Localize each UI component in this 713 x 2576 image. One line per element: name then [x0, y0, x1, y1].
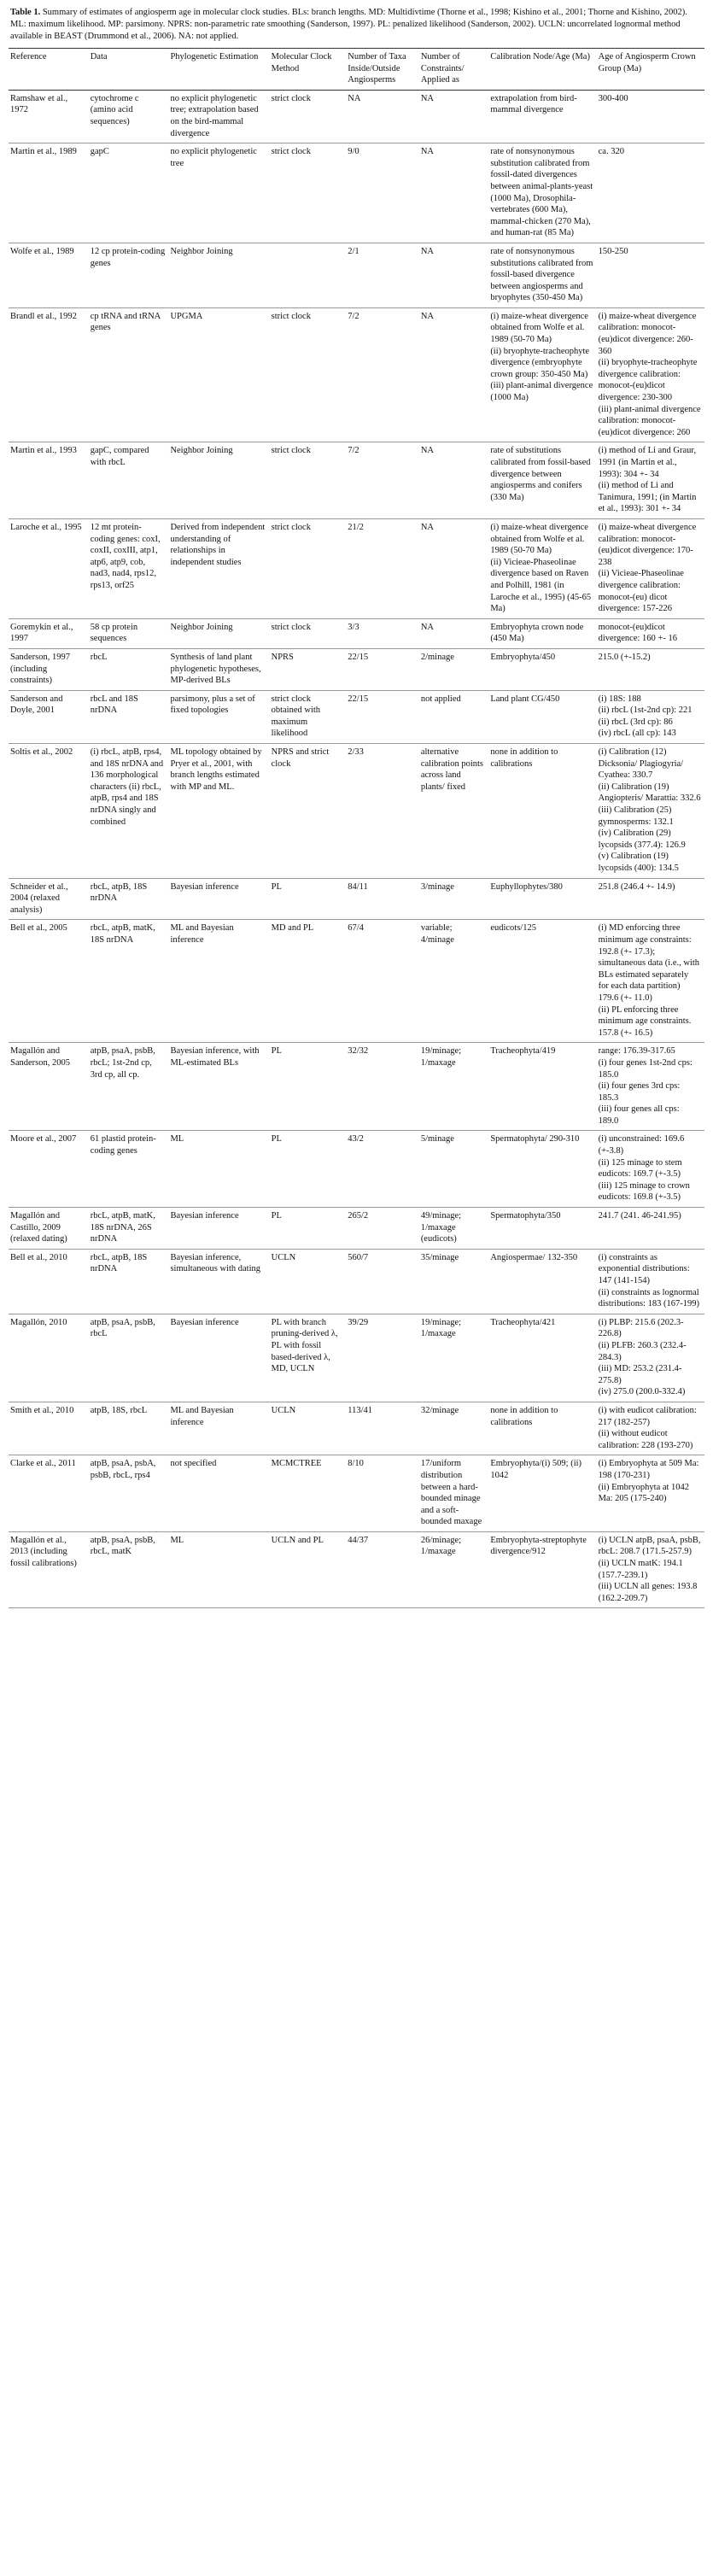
cell-angiosperm-age: [597, 1249, 704, 1314]
cell-calibration: [488, 690, 596, 743]
caption-label: Table 1.: [10, 8, 41, 17]
cell-angiosperm-age-line: (ii) PL enforcing three minimum age constraints. 157.8 (+- 16.5): [598, 1004, 692, 1038]
cell-angiosperm-age-line: (i) Calibration (12) Dicksonia/ Plagiogyria/ Cyathea: 330.7: [598, 747, 684, 781]
table-body: [9, 90, 704, 1608]
cell-data: 12 mt protein-coding genes: coxI, coxII, coxIII, atp1, atp6, atp9, cob, nad3, nad4, rps12, rps13, orf25: [89, 518, 169, 618]
cell-number-of-taxa: 22/15: [346, 690, 419, 743]
cell-angiosperm-age-line: (iv) 275.0 (200.0-332.4): [598, 1387, 686, 1397]
cell-reference: Wolfe et al., 1989: [9, 243, 89, 307]
cell-number-of-constraints: 2/minage: [419, 648, 489, 690]
cell-data: rbcL: [89, 648, 169, 690]
cell-phylogenetic-estimation: Neighbor Joining: [168, 442, 269, 519]
table-row: [9, 1208, 704, 1250]
table-row: [9, 143, 704, 243]
cell-angiosperm-age: [597, 1043, 704, 1131]
cell-calibration: [488, 307, 596, 442]
cell-angiosperm-age: [597, 143, 704, 243]
cell-angiosperm-age-line: (ii) 125 minage to stem eudicots: 169.7 (+-3.5): [598, 1157, 682, 1180]
cell-phylogenetic-estimation: Derived from independent understanding of relationships in independent studies: [168, 518, 269, 618]
cell-number-of-taxa: NA: [346, 90, 419, 143]
cell-clock-method: NPRS: [270, 648, 347, 690]
cell-calibration-line: Spermatophyta/ 290-310: [490, 1134, 580, 1145]
cell-reference: Bell et al., 2010: [9, 1249, 89, 1314]
cell-angiosperm-age-line: (ii) bryophyte-tracheophyte divergence calibration: monocot-(eu)dicot divergence: 230-300: [598, 358, 698, 403]
cell-number-of-constraints: 5/minage: [419, 1131, 489, 1208]
cell-reference: Laroche et al., 1995: [9, 518, 89, 618]
cell-angiosperm-age: [597, 518, 704, 618]
cell-angiosperm-age-line: (iii) MD: 253.2 (231.4-275.8): [598, 1364, 682, 1385]
cell-data: 61 plastid protein-coding genes: [89, 1131, 169, 1208]
cell-data: atpB, psaA, psbB, rbcL; 1st-2nd cp, 3rd cp, all cp.: [89, 1043, 169, 1131]
cell-phylogenetic-estimation: Neighbor Joining: [168, 618, 269, 648]
table-row: [9, 1402, 704, 1455]
cell-angiosperm-age-line: (ii) Embryophyta at 1042 Ma: 205 (175-240): [598, 1482, 690, 1504]
cell-reference: Magallón and Castillo, 2009 (relaxed dating): [9, 1208, 89, 1250]
cell-number-of-constraints: 35/minage: [419, 1249, 489, 1314]
cell-number-of-constraints: 17/uniform distribution between a hard-bounded minage and a soft-bounded maxage: [419, 1455, 489, 1532]
cell-clock-method: PL: [270, 1208, 347, 1250]
cell-number-of-constraints: NA: [419, 618, 489, 648]
cell-number-of-constraints: NA: [419, 243, 489, 307]
table-row: [9, 1131, 704, 1208]
cell-data: rbcL, atpB, matK, 18S nrDNA, 26S nrDNA: [89, 1208, 169, 1250]
cell-data: cp tRNA and tRNA genes: [89, 307, 169, 442]
cell-angiosperm-age: [597, 618, 704, 648]
cell-angiosperm-age: [597, 307, 704, 442]
cell-phylogenetic-estimation: ML and Bayesian inference: [168, 920, 269, 1043]
cell-angiosperm-age-line: (i) UCLN atpB, psaA, psbB, rbcL: 208.7 (171.5-257.9): [598, 1535, 701, 1557]
cell-calibration-line: Tracheophyta/419: [490, 1046, 556, 1057]
cell-number-of-taxa: 2/1: [346, 243, 419, 307]
cell-data: rbcL and 18S nrDNA: [89, 690, 169, 743]
cell-angiosperm-age-line: 215.0 (+-15.2): [598, 652, 651, 662]
table-row: [9, 878, 704, 920]
table-row: [9, 648, 704, 690]
cell-calibration: [488, 143, 596, 243]
table-row: [9, 690, 704, 743]
cell-phylogenetic-estimation: Neighbor Joining: [168, 243, 269, 307]
cell-reference: Sanderson and Doyle, 2001: [9, 690, 89, 743]
table-row: [9, 744, 704, 879]
cell-number-of-taxa: 560/7: [346, 1249, 419, 1314]
cell-number-of-taxa: 32/32: [346, 1043, 419, 1131]
cell-reference: Smith et al., 2010: [9, 1402, 89, 1455]
cell-calibration: [488, 648, 596, 690]
cell-calibration: [488, 1208, 596, 1250]
header-reference: Reference: [9, 49, 89, 91]
cell-angiosperm-age: [597, 442, 704, 519]
cell-reference: Martin et al., 1989: [9, 143, 89, 243]
cell-clock-method: NPRS and strict clock: [270, 744, 347, 879]
cell-phylogenetic-estimation: Bayesian inference, simultaneous with dating: [168, 1249, 269, 1314]
cell-calibration-line: (i) maize-wheat divergence obtained from Wolfe et al. 1989 (50-70 Ma): [490, 311, 588, 345]
header-calibration: Calibration Node/Age (Ma): [488, 49, 596, 91]
cell-number-of-constraints: 19/minage; 1/maxage: [419, 1043, 489, 1131]
cell-angiosperm-age-line: (ii) without eudicot calibration: 228 (193-270): [598, 1429, 693, 1450]
cell-phylogenetic-estimation: parsimony, plus a set of fixed topologies: [168, 690, 269, 743]
cell-number-of-taxa: 7/2: [346, 307, 419, 442]
cell-phylogenetic-estimation: Bayesian inference, with ML-estimated BLs: [168, 1043, 269, 1131]
header-number-of-taxa: Number of Taxa Inside/Outside Angiosperms: [346, 49, 419, 91]
cell-data: (i) rbcL, atpB, rps4, and 18S nrDNA and 136 morphological characters (ii) rbcL, atpB, rps4 and 18S nrDNA singly and combined: [89, 744, 169, 879]
cell-number-of-constraints: NA: [419, 90, 489, 143]
cell-calibration-line: Spermatophyta/350: [490, 1211, 561, 1221]
cell-clock-method: strict clock: [270, 518, 347, 618]
cell-angiosperm-age-line: (i) method of Li and Graur, 1991 (in Martin et al., 1993): 304 +- 34: [598, 446, 697, 479]
cell-calibration: [488, 518, 596, 618]
cell-phylogenetic-estimation: no explicit phylogenetic tree; extrapolation based on the bird-mammal divergence: [168, 90, 269, 143]
table-header-row: [9, 49, 704, 91]
cell-phylogenetic-estimation: Bayesian inference: [168, 1314, 269, 1402]
cell-angiosperm-age-line: (ii) UCLN matK: 194.1 (157.7-239.1): [598, 1559, 683, 1580]
cell-number-of-constraints: NA: [419, 442, 489, 519]
cell-angiosperm-age: [597, 648, 704, 690]
cell-angiosperm-age-line: (ii) rbcL (3rd cp): 86: [598, 717, 673, 727]
table-row: [9, 1531, 704, 1608]
cell-reference: Soltis et al., 2002: [9, 744, 89, 879]
cell-angiosperm-age-line: (ii) constraints as lognormal distributions: 183 (167-199): [598, 1287, 700, 1309]
cell-clock-method: PL: [270, 1043, 347, 1131]
cell-clock-method: MD and PL: [270, 920, 347, 1043]
cell-data: gapC, compared with rbcL: [89, 442, 169, 519]
cell-calibration: [488, 1314, 596, 1402]
cell-calibration-line: Embryophyta crown node (450 Ma): [490, 622, 584, 644]
cell-reference: Magallón, 2010: [9, 1314, 89, 1402]
cell-data: atpB, 18S, rbcL: [89, 1402, 169, 1455]
cell-angiosperm-age: [597, 1208, 704, 1250]
cell-angiosperm-age-line: (i) constraints as exponential distributions: 147 (141-154): [598, 1252, 690, 1285]
table-row: [9, 90, 704, 143]
header-data: Data: [89, 49, 169, 91]
cell-data: atpB, psaA, psbA, psbB, rbcL, rps4: [89, 1455, 169, 1532]
table-row: [9, 1249, 704, 1314]
cell-calibration: [488, 1131, 596, 1208]
cell-clock-method: PL with branch pruning-derived λ, PL with fossil based-derived λ, MD, UCLN: [270, 1314, 347, 1402]
table-row: [9, 442, 704, 519]
cell-angiosperm-age-line: (ii) Calibration (19) Angiopteris/ Marattia: 332.6: [598, 782, 701, 804]
cell-calibration: [488, 442, 596, 519]
cell-reference: Brandl et al., 1992: [9, 307, 89, 442]
cell-number-of-taxa: 265/2: [346, 1208, 419, 1250]
cell-reference: Clarke et al., 2011: [9, 1455, 89, 1532]
cell-calibration-line: Angiospermae/ 132-350: [490, 1252, 578, 1262]
cell-clock-method: strict clock: [270, 618, 347, 648]
cell-calibration-line: none in addition to calibrations: [490, 1405, 558, 1427]
cell-clock-method: UCLN: [270, 1249, 347, 1314]
cell-number-of-taxa: 67/4: [346, 920, 419, 1043]
cell-clock-method: strict clock: [270, 307, 347, 442]
cell-reference: Ramshaw et al., 1972: [9, 90, 89, 143]
cell-reference: Magallón et al., 2013 (including fossil calibrations): [9, 1531, 89, 1608]
cell-number-of-constraints: 19/minage; 1/maxage: [419, 1314, 489, 1402]
cell-angiosperm-age: [597, 920, 704, 1043]
cell-calibration-line: Embryophyta/(i) 509; (ii) 1042: [490, 1459, 582, 1480]
header-clock-method: Molecular Clock Method: [270, 49, 347, 91]
cell-angiosperm-age-line: (iii) Calibration (25) gymnosperms: 132.1: [598, 805, 674, 827]
cell-reference: Sanderson, 1997 (including constraints): [9, 648, 89, 690]
cell-angiosperm-age-line: 241.7 (241. 46-241.95): [598, 1211, 681, 1221]
cell-number-of-constraints: NA: [419, 307, 489, 442]
cell-clock-method: strict clock: [270, 90, 347, 143]
cell-clock-method: PL: [270, 1131, 347, 1208]
cell-angiosperm-age-line: (i) Embryophyta at 509 Ma: 198 (170-231): [598, 1459, 699, 1480]
cell-clock-method: strict clock: [270, 143, 347, 243]
cell-clock-method: PL: [270, 878, 347, 920]
cell-data: 58 cp protein sequences: [89, 618, 169, 648]
cell-number-of-constraints: not applied: [419, 690, 489, 743]
cell-calibration: [488, 878, 596, 920]
cell-calibration-line: rate of substitutions calibrated from fossil-based divergence between angiosperms and conifers (330 Ma): [490, 446, 591, 502]
cell-number-of-taxa: 8/10: [346, 1455, 419, 1532]
cell-calibration-line: extrapolation from bird-mammal divergence: [490, 93, 577, 115]
table-row: [9, 618, 704, 648]
cell-calibration: [488, 1043, 596, 1131]
cell-angiosperm-age: [597, 1455, 704, 1532]
cell-number-of-taxa: 3/3: [346, 618, 419, 648]
cell-calibration-line: none in addition to calibrations: [490, 747, 558, 769]
cell-angiosperm-age-line: (i) four genes 1st-2nd cps: 185.0: [598, 1057, 693, 1080]
cell-calibration: [488, 1249, 596, 1314]
cell-angiosperm-age-line: (ii) PLFB: 260.3 (232.4-284.3): [598, 1340, 687, 1362]
cell-angiosperm-age: [597, 744, 704, 879]
cell-calibration: [488, 744, 596, 879]
cell-phylogenetic-estimation: no explicit phylogenetic tree: [168, 143, 269, 243]
table-row: [9, 920, 704, 1043]
cell-calibration-line: Tracheophyta/421: [490, 1317, 556, 1327]
cell-number-of-taxa: 39/29: [346, 1314, 419, 1402]
cell-calibration: [488, 920, 596, 1043]
cell-angiosperm-age-line: (iii) four genes all cps: 189.0: [598, 1104, 680, 1126]
cell-number-of-constraints: 49/minage; 1/maxage (eudicots): [419, 1208, 489, 1250]
cell-angiosperm-age-line: (ii) Vicieae-Phaseolinae divergence calibration: monocot-(eu) dicot divergence: 157-226: [598, 569, 684, 614]
cell-data: gapC: [89, 143, 169, 243]
cell-calibration-line: (ii) Vicieae-Phaseolinae divergence based on Raven and Polhill, 1981 (in Laroche et al., 1995) (45-65 Ma): [490, 557, 592, 614]
cell-angiosperm-age-line: range: 176.39-317.65: [598, 1046, 675, 1057]
cell-angiosperm-age-line: (v) Calibration (19) lycopsids (400): 134.5: [598, 852, 679, 873]
cell-clock-method: UCLN: [270, 1402, 347, 1455]
cell-number-of-taxa: 113/41: [346, 1402, 419, 1455]
cell-number-of-constraints: variable; 4/minage: [419, 920, 489, 1043]
document-page: [9, 0, 704, 1608]
cell-calibration-line: Embryophyta-streptophyte divergence/912: [490, 1535, 587, 1557]
cell-angiosperm-age: [597, 1314, 704, 1402]
cell-number-of-constraints: 3/minage: [419, 878, 489, 920]
header-phylogenetic-estimation: Phylogenetic Estimation: [168, 49, 269, 91]
cell-angiosperm-age-line: monocot-(eu)dicot divergence: 160 +- 16: [598, 622, 677, 644]
cell-reference: Schneider et al., 2004 (relaxed analysis): [9, 878, 89, 920]
cell-angiosperm-age-line: (iv) Calibration (29) lycopsids (377.4): 126.9: [598, 828, 686, 850]
table-row: [9, 1455, 704, 1532]
cell-data: cytochrome c (amino acid sequences): [89, 90, 169, 143]
cell-angiosperm-age-line: (i) with eudicot calibration: 217 (182-257): [598, 1405, 697, 1427]
cell-angiosperm-age: [597, 243, 704, 307]
cell-angiosperm-age: [597, 1131, 704, 1208]
cell-number-of-constraints: 26/minage; 1/maxage: [419, 1531, 489, 1608]
cell-reference: Martin et al., 1993: [9, 442, 89, 519]
cell-calibration: [488, 1455, 596, 1532]
cell-number-of-taxa: 43/2: [346, 1131, 419, 1208]
cell-number-of-taxa: 44/37: [346, 1531, 419, 1608]
cell-calibration: [488, 618, 596, 648]
cell-calibration-line: (ii) bryophyte-tracheophyte divergence (embryophyte crown group: 350-450 Ma): [490, 346, 590, 379]
cell-angiosperm-age-line: (i) 18S: 188: [598, 694, 641, 704]
cell-data: 12 cp protein-coding genes: [89, 243, 169, 307]
cell-angiosperm-age-line: 150-250: [598, 246, 628, 256]
cell-number-of-taxa: 84/11: [346, 878, 419, 920]
cell-calibration-line: (i) maize-wheat divergence obtained from Wolfe et al. 1989 (50-70 Ma): [490, 522, 588, 556]
table-row: [9, 1314, 704, 1402]
cell-number-of-taxa: 7/2: [346, 442, 419, 519]
cell-phylogenetic-estimation: ML: [168, 1131, 269, 1208]
cell-angiosperm-age-line: (iii) 125 minage to crown eudicots: 169.8 (+-3.5): [598, 1180, 690, 1203]
cell-number-of-constraints: alternative calibration points across land plants/ fixed: [419, 744, 489, 879]
cell-reference: Magallón and Sanderson, 2005: [9, 1043, 89, 1131]
cell-number-of-taxa: 21/2: [346, 518, 419, 618]
cell-phylogenetic-estimation: ML and Bayesian inference: [168, 1402, 269, 1455]
cell-data: atpB, psaA, psbB, rbcL: [89, 1314, 169, 1402]
cell-data: atpB, psaA, psbB, rbcL, matK: [89, 1531, 169, 1608]
cell-number-of-taxa: 2/33: [346, 744, 419, 879]
table-row: [9, 518, 704, 618]
cell-calibration-line: rate of nonsynonymous substitutions calibrated from fossil-based divergence between angiosperms and bryophytes (350-450 Ma): [490, 246, 593, 303]
cell-number-of-constraints: NA: [419, 143, 489, 243]
cell-angiosperm-age-line: (iii) plant-animal divergence calibration: monocot-(eu)dicot divergence: 260: [598, 404, 701, 437]
cell-phylogenetic-estimation: ML topology obtained by Pryer et al., 2001, with branch lengths estimated with MP and ML.: [168, 744, 269, 879]
cell-angiosperm-age: [597, 878, 704, 920]
cell-angiosperm-age-line: (i) maize-wheat divergence calibration: monocot-(eu)dicot divergence: 170-238: [598, 522, 697, 567]
header-angiosperm-age: Age of Angiosperm Crown Group (Ma): [597, 49, 704, 91]
cell-calibration: [488, 243, 596, 307]
cell-clock-method: strict clock: [270, 442, 347, 519]
cell-angiosperm-age: [597, 1531, 704, 1608]
cell-clock-method: MCMCTREE: [270, 1455, 347, 1532]
cell-angiosperm-age-line: 300-400: [598, 93, 628, 103]
cell-clock-method: UCLN and PL: [270, 1531, 347, 1608]
angiosperm-age-table: [9, 48, 704, 1608]
cell-angiosperm-age: [597, 690, 704, 743]
cell-phylogenetic-estimation: Synthesis of land plant phylogenetic hypotheses, MP-derived BLs: [168, 648, 269, 690]
cell-clock-method: strict clock obtained with maximum likelihood: [270, 690, 347, 743]
cell-angiosperm-age-line: 251.8 (246.4 +- 14.9): [598, 881, 675, 892]
cell-angiosperm-age-line: (iii) UCLN all genes: 193.8 (162.2-209.7): [598, 1582, 698, 1603]
cell-angiosperm-age-line: (i) maize-wheat divergence calibration: monocot-(eu)dicot divergence: 260-360: [598, 311, 697, 356]
cell-calibration-line: (iii) plant-animal divergence (1000 Ma): [490, 381, 593, 403]
cell-number-of-constraints: NA: [419, 518, 489, 618]
cell-calibration: [488, 90, 596, 143]
cell-angiosperm-age-line: (i) PLBP: 215.6 (202.3-226.8): [598, 1317, 684, 1339]
cell-calibration-line: eudicots/125: [490, 923, 536, 934]
cell-calibration-line: Euphyllophytes/380: [490, 881, 563, 892]
cell-reference: Bell et al., 2005: [9, 920, 89, 1043]
cell-calibration: [488, 1402, 596, 1455]
cell-angiosperm-age: [597, 90, 704, 143]
table-row: [9, 243, 704, 307]
header-number-of-constraints: Number of Constraints/ Applied as: [419, 49, 489, 91]
cell-angiosperm-age-line: (ii) method of Li and Tanimura, 1991; (in Martin et al., 1993): 301 +- 34: [598, 481, 697, 514]
cell-data: rbcL, atpB, matK, 18S nrDNA: [89, 920, 169, 1043]
cell-angiosperm-age-line: (i) unconstrained: 169.6 (+-3.8): [598, 1134, 685, 1156]
cell-number-of-taxa: 22/15: [346, 648, 419, 690]
cell-data: rbcL, atpB, 18S nrDNA: [89, 878, 169, 920]
cell-phylogenetic-estimation: Bayesian inference: [168, 878, 269, 920]
cell-angiosperm-age-line: (ii) four genes 3rd cps: 185.3: [598, 1081, 681, 1103]
cell-angiosperm-age-line: (ii) rbcL (1st-2nd cp): 221: [598, 705, 693, 716]
caption-text: Summary of estimates of angiosperm age in molecular clock studies. BLs: branch lengths. MD: Multidivtime (Thorne et al., 1998; Kishino et al., 2001; Thorne and Kishino, 2002). ML: maximum likelihood. MP: parsimony. NPRS: non-parametric rate smoothing (Sanderson, 1997). PL: penalized likelihood (Sanderson, 2002). UCLN: uncorrelated lognormal method available in BEAST (Drummond et al., 2006). NA: not applied.: [10, 8, 687, 41]
cell-number-of-taxa: 9/0: [346, 143, 419, 243]
cell-phylogenetic-estimation: ML: [168, 1531, 269, 1608]
cell-calibration-line: rate of nonsynonymous substitution calibrated from fossil-dated divergences between animal-plants-yeast (1000 Ma), Drosophila-vertebrates (600 Ma), mammal-chicken (270 Ma), and human-rat (85 Ma): [490, 147, 593, 238]
cell-angiosperm-age-line: (i) MD enforcing three minimum age constraints: 192.8 (+- 17.3); simultaneous data (i.e., with BLs estimated separately for each data partition) 179.6 (+- 11.0): [598, 923, 700, 1003]
cell-reference: Moore et al., 2007: [9, 1131, 89, 1208]
table-caption: [10, 7, 703, 43]
cell-reference: Goremykin et al., 1997: [9, 618, 89, 648]
cell-angiosperm-age-line: (iv) rbcL (all cp): 143: [598, 729, 676, 739]
cell-phylogenetic-estimation: UPGMA: [168, 307, 269, 442]
cell-data: rbcL, atpB, 18S nrDNA: [89, 1249, 169, 1314]
cell-clock-method: [270, 243, 347, 307]
cell-phylogenetic-estimation: not specified: [168, 1455, 269, 1532]
table-row: [9, 307, 704, 442]
cell-calibration: [488, 1531, 596, 1608]
cell-phylogenetic-estimation: Bayesian inference: [168, 1208, 269, 1250]
cell-angiosperm-age-line: ca. 320: [598, 147, 624, 157]
cell-calibration-line: Embryophyta/450: [490, 652, 556, 662]
table-row: [9, 1043, 704, 1131]
cell-calibration-line: Land plant CG/450: [490, 694, 560, 704]
cell-angiosperm-age: [597, 1402, 704, 1455]
cell-number-of-constraints: 32/minage: [419, 1402, 489, 1455]
